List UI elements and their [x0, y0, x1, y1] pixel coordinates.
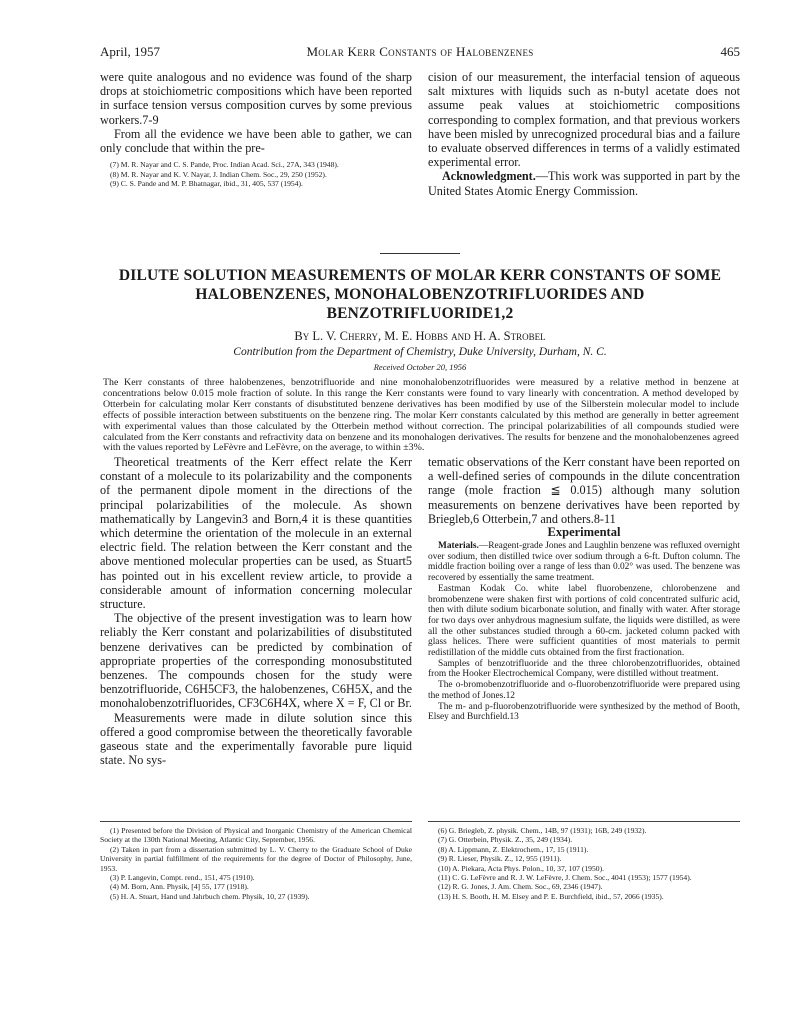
article-abstract: The Kerr constants of three halobenzenes, benzotrifluoride and nine monohalobenzotrifluorides were measured by a relative method in benzene at concentrations below 0.015 mole fraction of solute. In this range the Kerr constants were found to vary linearly with concentration. A method developed by Otterbein for calculating molar Kerr constants of disubstituted benzene derivatives has been modified by use of the Silberstein molecular model to include effects of possible interaction between substituents on the benzene ring. The molar Kerr constants calculated by this method are generally in better agreement with experimental values than those calculated by the Otterbein method without correction. The principal polarizabilities of all compounds studied were calculated from the Kerr constants and refractivity data on benzene and its monohalogen derivatives. The results for benzene and the monohalobenzenes agreed with the values reported by LeFèvre and LeFèvre, on the average, to within ±3%. [103, 377, 739, 454]
body-right-column [428, 455, 740, 526]
article-affiliation: Contribution from the Department of Chemistry, Duke University, Durham, N. C. [233, 346, 607, 358]
acknowledgment-text: —This work was supported in part by the United States Atomic Energy Commission. [428, 169, 740, 198]
prev-article-footnotes [100, 160, 412, 188]
footnote: (8) M. R. Nayar and K. V. Nayar, J. Indian Chem. Soc., 29, 250 (1952). [110, 169, 327, 179]
footnote-rule [100, 821, 412, 822]
footnote: (1) Presented before the Division of Physical and Inorganic Chemistry of the American Chemical Society at the 130th National Meeting, Atlantic City, September, 1956. [100, 826, 412, 845]
article-authors: By L. V. Cherry, M. E. Hobbs and H. A. Strobel [294, 329, 546, 343]
body-left-column [100, 455, 412, 767]
footnote: (5) H. A. Stuart, Hand und Jahrbuch chem. Physik, 10, 27 (1939). [110, 891, 310, 901]
body-left-footnotes [100, 826, 412, 901]
body-paragraph: Eastman Kodak Co. white label fluorobenzene, chlorobenzene and bromobenzene were shaken first with portions of cold concentrated sulfuric acid, then with dilute sodium bicarbonate solution, and finally with water. After storage for two days over anhydrous magnesium sulfate, the liquids were distilled, as were all the other substances studied through a 60-cm. jacketed column packed with glass helices. There were sufficient quantities of most materials to permit redistillation of the middle cuts obtained from the first fractionation. [428, 583, 740, 659]
body-paragraph: tematic observations of the Kerr constant have been reported on a well-defined series of compounds in the dilute concentration range (mole fraction ≦ 0.015) although many solution measurements on benzene derivatives have been reported by Briegleb,6 Otterbein,7 and others.8-11 [428, 455, 740, 526]
footnote: (12) R. G. Jones, J. Am. Chem. Soc., 69, 2346 (1947). [438, 882, 603, 892]
prev-article-paragraph: were quite analogous and no evidence was found of the sharp drops at stoichiometric compositions which have been reported in surface tension versus composition curves by some previous workers.7-9 [100, 70, 412, 127]
prev-article-right-column [428, 70, 740, 198]
body-paragraph: The o-bromobenzotrifluoride and o-fluorobenzotrifluoride were prepared using the method of Jones.12 [428, 680, 740, 701]
received-date: Received October 20, 1956 [373, 362, 467, 372]
materials-label: Materials. [438, 541, 479, 551]
footnote: (6) G. Briegleb, Z. physik. Chem., 14B, 97 (1931); 16B, 249 (1932). [438, 826, 647, 835]
header-date: April, 1957 [100, 44, 160, 59]
footnote: (4) M. Born, Ann. Physik, [4] 55, 177 (1918). [110, 882, 249, 892]
prev-article-left-column [100, 70, 412, 188]
body-paragraph: Samples of benzotrifluoride and the three chlorobenzotrifluorides, obtained from the Hooker Electrochemical Company, were distilled without treatment. [428, 658, 740, 680]
prev-article-paragraph: cision of our measurement, the interfacial tension of aqueous salt mixtures with liquids such as n-butyl acetate does not assume peak values at stoichiometric compositions corresponding to complex formation, and that previous workers have been misled by unrecognized procedural bias and a failure to evaluate observed differences in terms of a validly estimated experimental error. [428, 70, 740, 170]
body-right-footnotes [428, 826, 740, 901]
footnote: (8) A. Lippmann, Z. Elektrochem., 17, 15 (1911). [438, 844, 589, 854]
materials-text: —Reagent-grade Jones and Laughlin benzene was refluxed overnight over sodium, then distilled twice over sodium through a 6-ft. Dufton column. The middle fraction boiling over a range of less than 0.02° was used. The benzene was recovered by essentially the same treatment. [428, 541, 740, 584]
footnote: (7) M. R. Nayar and C. S. Pande, Proc. Indian Acad. Sci., 27A, 343 (1948). [110, 160, 339, 170]
acknowledgment-label: Acknowledgment. [442, 169, 536, 184]
section-heading: Experimental [547, 525, 621, 539]
footnote-rule [428, 821, 740, 822]
footnote: (11) C. G. LeFèvre and R. J. W. LeFèvre, J. Chem. Soc., 4041 (1953); 1577 (1954). [438, 873, 692, 883]
acknowledgment-paragraph [428, 169, 740, 197]
footnote: (9) C. S. Pande and M. P. Bhatnagar, ibid., 31, 405, 537 (1954). [110, 179, 303, 189]
experimental-text [428, 541, 740, 723]
body-paragraph: Measurements were made in dilute solution since this offered a good compromise between the theoretically favorable gaseous state and the experimentally favorable pure liquid state. No sys- [100, 710, 412, 768]
page-header [100, 44, 740, 62]
prev-article-paragraph: From all the evidence we have been able to gather, we can only conclude that within the pre- [100, 126, 412, 156]
body-paragraph: The m- and p-fluorobenzotrifluoride were synthesized by the method of Booth, Elsey and Burchfield.13 [428, 701, 740, 723]
materials-paragraph [428, 541, 740, 584]
footnote: (9) R. Lieser, Physik. Z., 12, 955 (1911). [438, 854, 562, 864]
header-page-number: 465 [720, 44, 740, 59]
header-running-title: Molar Kerr Constants of Halobenzenes [306, 44, 534, 59]
footnote: (7) G. Otterbein, Physik. Z., 35, 249 (1934). [438, 835, 573, 845]
footnote: (3) P. Langevin, Compt. rend., 151, 475 (1910). [110, 873, 255, 883]
body-paragraph: Theoretical treatments of the Kerr effect relate the Kerr constant of a molecule to its polarizability and the components of the permanent dipole moment in the directions of the principal polarizabilities of the molecule. As shown mathematically by Langevin3 and Born,4 it is these quantities which determine the orientation of the molecule in an external electric field. The relation between the Kerr constant and the above mentioned molecular properties can be used, as Stuart5 has pointed out in his excellent review article, to provide a considerable amount of information concerning molecular structure. [100, 455, 412, 612]
body-paragraph: The objective of the present investigation was to learn how reliably the Kerr constant and polarizabilities of disubstituted benzene derivatives can be predicted by combination of appropriate properties of the corresponding monosubstituted benzenes. The compounds chosen for the study were benzotrifluoride, C6H5CF3, the halobenzenes, C6H5X, and the monohalobenzotrifluorides, CF3C6H4X, where X = F, Cl or Br. [100, 611, 412, 711]
experimental-section [428, 525, 740, 539]
article-separator [380, 253, 460, 254]
footnote: (10) A. Piekara, Acta Phys. Polon., 10, 37, 107 (1950). [438, 863, 604, 873]
footnote: (13) H. S. Booth, H. M. Elsey and P. E. Burchfield, ibid., 57, 2066 (1935). [438, 891, 664, 901]
footnote: (2) Taken in part from a dissertation submitted by L. V. Cherry to the Graduate School of Duke University in partial fulfillment of the requirements for the degree of Doctor of Philosophy, June, 1953. [100, 844, 412, 873]
article-title: DILUTE SOLUTION MEASUREMENTS OF MOLAR KERR CONSTANTS OF SOME HALOBENZENES, MONOHALOBENZOTRIFLUORIDES AND BENZOTRIFLUORIDE1,2 [118, 267, 722, 322]
